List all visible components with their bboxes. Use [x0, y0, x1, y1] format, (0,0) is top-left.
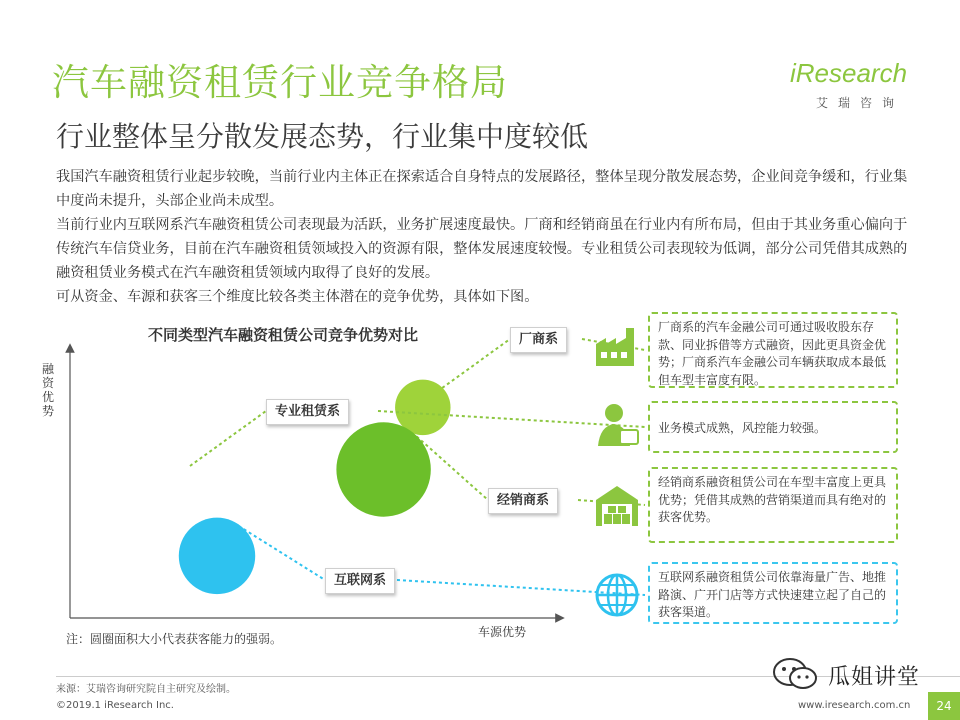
footer-divider [56, 676, 960, 677]
chart-axes [70, 348, 560, 618]
iresearch-logo [790, 58, 930, 118]
desc-dealer: 经销商系融资租赁公司在车型丰富度上更具优势；凭借其成熟的营销渠道而具有绝对的获客优势。 [648, 467, 898, 543]
factory-icon [596, 328, 634, 366]
watermark [770, 656, 921, 696]
globe-icon [597, 575, 637, 615]
leader-professional-leasing [190, 411, 266, 466]
chip-dealer: 经销商系 [488, 488, 558, 514]
chip-manufacturer: 厂商系 [510, 327, 567, 353]
chart-note: 注：圆圈面积大小代表获客能力的强弱。 [66, 632, 283, 646]
y-axis-label: 融资优势 [42, 362, 55, 418]
website: www.iresearch.com.cn [798, 700, 911, 711]
chip-internet: 互联网系 [325, 568, 395, 594]
desc-internet: 互联网系融资租赁公司依靠海量广告、地推路演、广开门店等方式快速建立起了自己的获客渠道。 [648, 562, 898, 624]
source-note: 来源：艾瑞咨询研究院自主研究及绘制。 [56, 684, 236, 695]
x-axis-label: 车源优势 [478, 625, 527, 639]
body-paragraph: 当前行业内互联网系汽车融资租赁公司表现最为活跃，业务扩展速度最快。厂商和经销商虽在行业内有所布局，但由于其业务重心偏向于传统汽车信贷业务，目前在汽车融资租赁领域投入的资源有限，整体发展速度较慢。专业租赁公司表现较为低调，部分公司凭借其成熟的融资租赁业务模式在汽车融资租赁领域内取得了良好的发展。 [56, 217, 908, 281]
bubble-dealer [336, 422, 430, 516]
chip-professional-leasing: 专业租赁系 [266, 399, 349, 425]
page-title: 汽车融资租赁行业竞争格局 [52, 61, 508, 104]
body-paragraph: 可从资金、车源和获客三个维度比较各类主体潜在的竞争优势，具体如下图。 [56, 289, 539, 305]
desc-manufacturer: 厂商系的汽车金融公司可通过吸收股东存款、同业拆借等方式融资，因此更具资金优势；厂商系汽车金融公司车辆获取成本最低但车型丰富度有限。 [648, 312, 898, 388]
logo-brand: iResearch [790, 58, 908, 88]
body-paragraph: 我国汽车融资租赁行业起步较晚，当前行业内主体正在探索适合自身特点的发展路径，整体呈现分散发展态势，企业间竞争缓和，行业集中度尚未提升，头部企业尚未成型。 [56, 169, 908, 209]
warehouse-icon [596, 486, 638, 526]
body-text [56, 165, 914, 309]
watermark-text: 瓜姐讲堂 [828, 665, 921, 690]
desc-professional-leasing: 业务模式成熟，风控能力较强。 [648, 401, 898, 453]
chart-title: 不同类型汽车融资租赁公司竞争优势对比 [148, 326, 419, 344]
wechat-icon [770, 656, 822, 692]
copyright: ©2019.1 iResearch Inc. [56, 700, 174, 711]
leader-manufacturer [442, 339, 510, 388]
bubble-internet [179, 518, 255, 594]
logo-brand-cn: 艾瑞咨询 [816, 96, 905, 110]
leader-internet [244, 529, 325, 580]
page-number: 24 [928, 692, 960, 720]
page-subtitle: 行业整体呈分散发展态势，行业集中度较低 [56, 120, 589, 153]
